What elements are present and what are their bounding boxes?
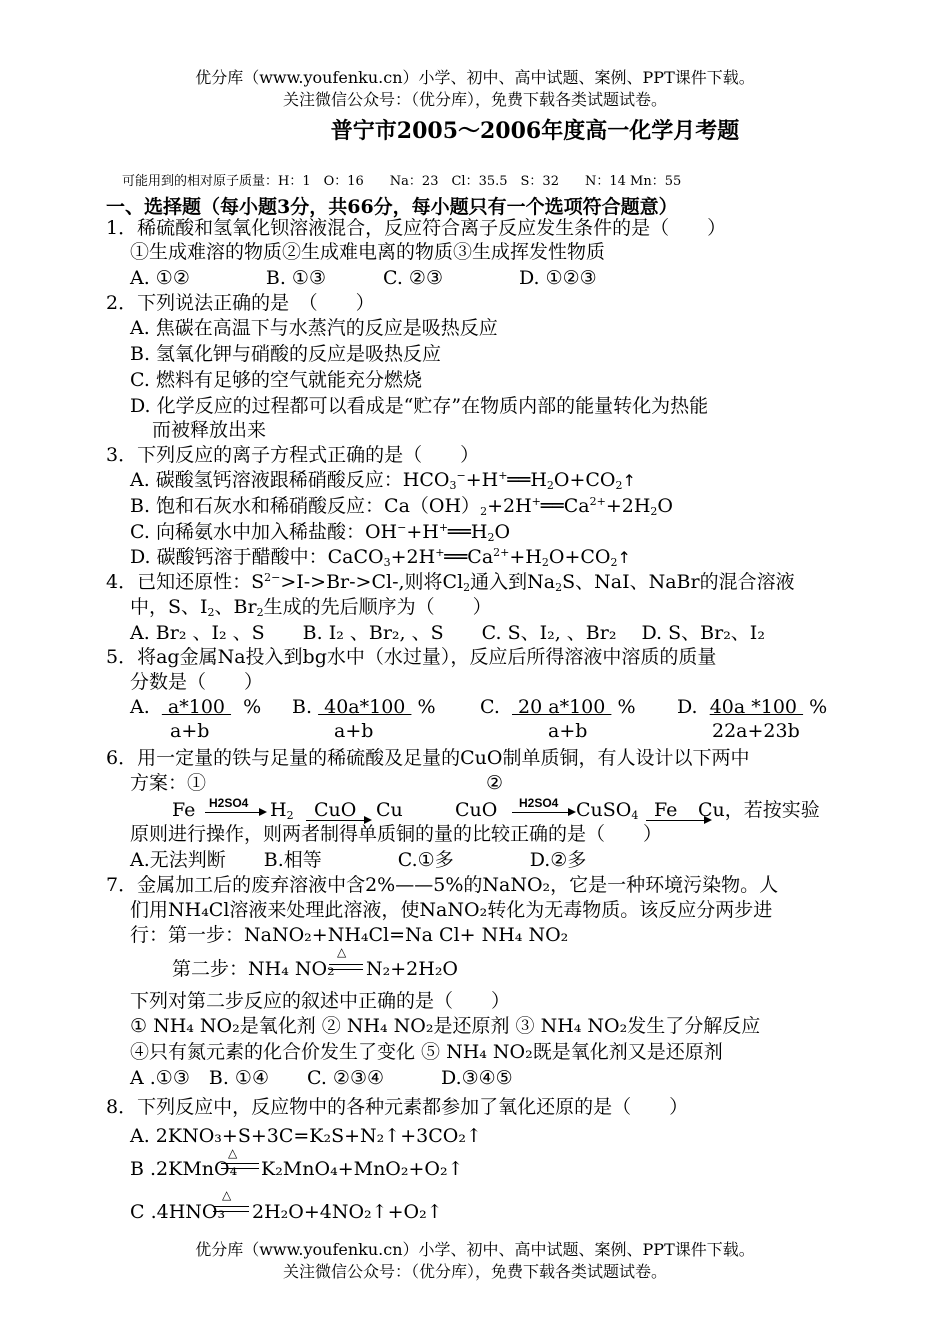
q5-option-b: B. 40a*100 %	[292, 696, 436, 718]
q7-question: 下列对第二步反应的叙述中正确的是（ ）	[130, 990, 511, 1012]
q3-option-c: C. 向稀氨水中加入稀盐酸：$OH^-+H^+══H_2O$	[130, 521, 511, 544]
q6-arrow-1	[205, 812, 265, 813]
q8-option-c-right: 2H₂O+4NO₂↑+O₂↑	[252, 1201, 443, 1223]
header-line-2: 关注微信公众号：（优分库），免费下载各类试题试卷。	[282, 90, 667, 109]
footer-line-2: 关注微信公众号：（优分库），免费下载各类试题试卷。	[282, 1262, 667, 1281]
q6-cu-1: Cu	[376, 799, 403, 821]
q6-arrow-3	[512, 812, 574, 813]
q7-statement-1: ① NH₄ NO₂是氧化剂 ② NH₄ NO₂是还原剂 ③ NH₄ NO₂发生了分解反应	[130, 1015, 761, 1037]
q5-d-denominator: 22a+23b	[712, 720, 800, 742]
q6-cuo-2: CuO	[455, 799, 498, 821]
q5-stem-2: 分数是（ ）	[130, 671, 264, 693]
section-heading: 一、选择题（每小题3分，共66分，每小题只有一个选项符合题意）	[106, 196, 678, 218]
q2-option-d-cont: 而被释放出来	[152, 419, 267, 441]
q5-option-a: A. a*100 %	[130, 696, 262, 718]
footer-line-1: 优分库（www.youfenku.cn）小学、初中、高中试题、案例、PPT课件下载。	[195, 1240, 755, 1259]
q2-stem: 2．下列说法正确的是 （ ）	[106, 292, 375, 314]
q6-fe-2: Fe	[654, 799, 678, 821]
q7-stem-1: 7．金属加工后的废弃溶液中含2%——5%的NaNO₂，它是一种环境污染物。人	[106, 874, 779, 896]
q8-b-double-line	[221, 1163, 259, 1169]
q8-c-double-line	[213, 1206, 249, 1212]
q7-double-line	[329, 964, 363, 970]
atomic-masses: 可能用到的相对原子质量：H：1 O：16 Na：23 Cl：35.5 S：32 N：14 Mn：55	[122, 174, 682, 189]
q2-option-c: C. 燃料有足够的空气就能充分燃烧	[130, 369, 422, 391]
q6-h2so4-label-2: H2SO4	[519, 796, 559, 810]
q5-stem-1: 5．将ag金属Na投入到bg水中（水过量），反应后所得溶液中溶质的质量	[106, 646, 717, 668]
q3-option-b: B. 饱和石灰水和稀硝酸反应：$Ca(OH)_2+2H^+══Ca^{2+}+2H_2O$	[130, 495, 673, 518]
q7-stem-2: 们用NH₄Cl溶液来处理此溶液，使NaNO₂转化为无毒物质。该反应分两步进	[130, 899, 773, 921]
q6-options: A.无法判断 B.相等 C.①多 D.②多	[130, 849, 587, 871]
q5-a-denominator: a+b	[170, 720, 210, 742]
q3-option-a: A. 碳酸氢钙溶液跟稀硝酸反应：$HCO_3^-+H^+══H_2O+CO_2↑$	[130, 469, 636, 492]
q6-h2so4-label-1: H2SO4	[209, 796, 249, 810]
q7-step-2-left: 第二步：NH₄ NO₂	[172, 958, 335, 980]
q6-scheme-2-label: ②	[486, 772, 504, 794]
q7-step-2-right: N₂+2H₂O	[366, 958, 459, 980]
q2-option-a: A. 焦碳在高温下与水蒸汽的反应是吸热反应	[130, 317, 498, 339]
q2-option-b: B. 氢氧化钾与硝酸的反应是吸热反应	[130, 343, 442, 365]
q8-stem: 8．下列反应中，反应物中的各种元素都参加了氧化还原的是（ ）	[106, 1096, 689, 1118]
q1-options: A. ①② B. ①③ C. ②③ D. ①②③	[130, 267, 597, 289]
q7-delta-symbol: △	[337, 945, 347, 959]
q5-c-denominator: a+b	[548, 720, 588, 742]
q5-option-d: D. 40a *100 %	[677, 696, 828, 718]
q3-option-d: D. 碳酸钙溶于醋酸中：$CaCO_3+2H^+══Ca^{2+}+H_2O+CO_2↑$	[130, 546, 631, 569]
q6-cuso4: CuSO$_4$	[576, 799, 639, 822]
q8-c-delta-symbol: △	[222, 1188, 232, 1202]
q5-option-c: C. 20 a*100 %	[480, 696, 636, 718]
q3-stem: 3．下列反应的离子方程式正确的是（ ）	[106, 444, 480, 466]
q1-sub: ①生成难溶的物质②生成难电离的物质③生成挥发性物质	[130, 241, 606, 263]
q7-statement-2: ④只有氮元素的化合价发生了变化 ⑤ NH₄ NO₂既是氧化剂又是还原剂	[130, 1041, 723, 1063]
q4-stem-2: 中，S、$I_2$、$Br_2$生成的先后顺序为（ ）	[130, 596, 492, 619]
q7-options: A .①③ B. ①④ C. ②③④ D.③④⑤	[130, 1067, 513, 1089]
q6-stem-2: 方案：①	[130, 772, 207, 794]
header-line-1: 优分库（www.youfenku.cn）小学、初中、高中试题、案例、PPT课件下载。	[195, 68, 755, 87]
q4-options: A. Br₂ 、I₂ 、S B. I₂ 、Br₂, 、S C. S、I₂, 、Br₂ D. S、Br₂、I₂	[130, 622, 765, 644]
q6-cu-2: Cu，若按实验	[698, 799, 820, 821]
q5-b-denominator: a+b	[334, 720, 374, 742]
q8-option-b-right: K₂MnO₄+MnO₂+O₂↑	[261, 1158, 464, 1180]
q1-stem: 1．稀硫酸和氢氧化钡溶液混合，反应符合离子反应发生条件的是（ ）	[106, 217, 727, 239]
q8-option-a: A. 2KNO₃+S+3C=K₂S+N₂↑+3CO₂↑	[130, 1125, 482, 1147]
q6-fe-1: Fe	[172, 799, 196, 821]
q6-h2: $H_2$	[270, 799, 294, 822]
q8-option-c-left: C .4HNO₃	[130, 1201, 226, 1223]
q4-stem-1: 4．已知还原性：$S^{2-}>I->Br->Cl-$,则将$Cl_2$通入到$Na_2S$、NaI、NaBr的混合溶液	[106, 571, 795, 594]
page-title: 普宁市2005～2006年度高一化学月考题	[330, 118, 740, 144]
q7-stem-3: 行：第一步：NaNO₂+NH₄Cl=Na Cl+ NH₄ NO₂	[130, 924, 569, 946]
q6-cuo-1: CuO	[314, 799, 357, 821]
q6-stem-4: 原则进行操作，则两者制得单质铜的量的比较正确的是（ ）	[130, 823, 663, 845]
q8-option-b-left: B .2KMnO₄	[130, 1158, 238, 1180]
q6-arrow-2	[306, 820, 370, 821]
q8-b-delta-symbol: △	[228, 1146, 238, 1160]
q6-stem-1: 6．用一定量的铁与足量的稀硫酸及足量的CuO制单质铜，有人设计以下两中	[106, 747, 750, 769]
q2-option-d: D. 化学反应的过程都可以看成是“贮存”在物质内部的能量转化为热能	[130, 395, 709, 417]
